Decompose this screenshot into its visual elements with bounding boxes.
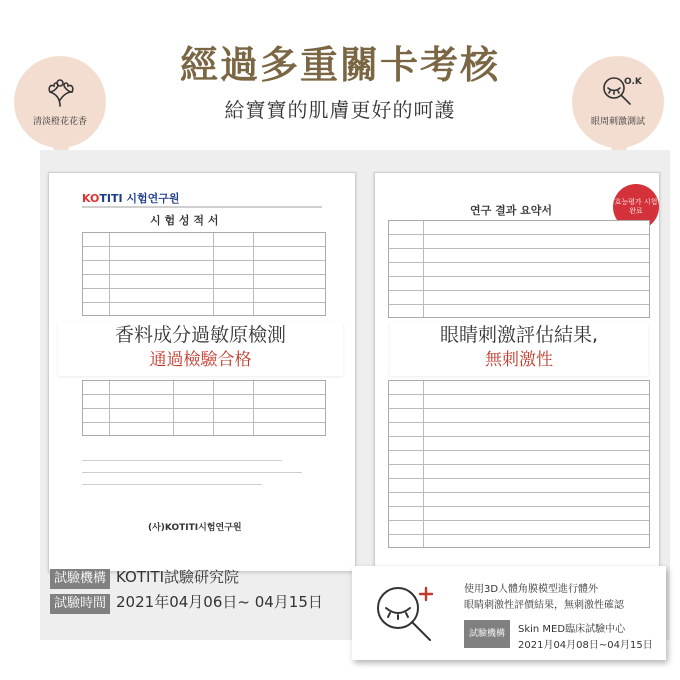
doc-rule	[82, 472, 302, 473]
eye-card-date: 2021月04月08日~04月15日	[518, 640, 653, 651]
ok-text: O.K	[624, 77, 642, 87]
eye-irritation-card	[352, 566, 666, 660]
doc-rule	[82, 484, 262, 485]
doc-left-heading: 시 험 성 적 서	[150, 214, 219, 227]
allergen-result-line2: 通過檢驗合格	[149, 350, 252, 370]
page-title: 經過多重關卡考核	[179, 42, 500, 87]
report-table-bottom	[82, 380, 326, 436]
allergen-result-overlay	[58, 322, 343, 376]
eye-card-line1: 使用3D人體角膜模型進行體外	[464, 584, 599, 595]
report-table-top	[82, 232, 326, 316]
doc-rule	[82, 460, 282, 461]
eye-card-agency: Skin MED臨床試驗中心	[518, 624, 626, 635]
page-subtitle: 給寶寶的肌膚更好的呵護	[224, 98, 456, 122]
test-time-row	[50, 592, 323, 612]
fragrance-badge	[14, 56, 106, 148]
magnifier-eye-icon	[370, 582, 440, 646]
summary-table-bottom	[388, 380, 650, 548]
eye-result-line1: 眼睛刺激評估結果,	[439, 324, 599, 346]
fragrance-label: 清淡橙花花香	[32, 117, 87, 127]
doc-right-heading: 연구 결과 요약서	[470, 204, 553, 217]
test-time-value: 2021年04月06日~ 04月15日	[116, 593, 323, 611]
test-time-label: 試驗時間	[50, 594, 110, 614]
summary-table-top	[388, 220, 650, 318]
doc-left-org: (사)KOTITI시험연구원	[148, 523, 242, 533]
eye-card-agency-label: 試驗機構	[464, 620, 510, 648]
test-agency-label: 試驗機構	[50, 569, 110, 589]
kotiti-logo: KOTITI 시험연구원	[82, 192, 180, 205]
eye-card-line2: 眼睛刺激性評價結果，無刺激性確認	[464, 600, 624, 611]
magnifier-eye-icon	[600, 74, 640, 110]
flower-icon	[42, 74, 78, 110]
doc-rule	[82, 206, 322, 208]
allergen-result-line1: 香料成分過敏原檢測	[114, 324, 286, 346]
eye-test-badge	[572, 56, 664, 148]
eye-result-overlay	[390, 322, 648, 376]
test-agency-value: KOTITI試驗研究院	[116, 568, 240, 586]
eye-test-label: 眼周刺激測試	[590, 117, 645, 127]
test-agency-row	[50, 567, 239, 587]
evaluation-stamp: 효능평가 시험완료	[613, 184, 659, 230]
eye-result-line2: 無刺激性	[485, 350, 553, 370]
